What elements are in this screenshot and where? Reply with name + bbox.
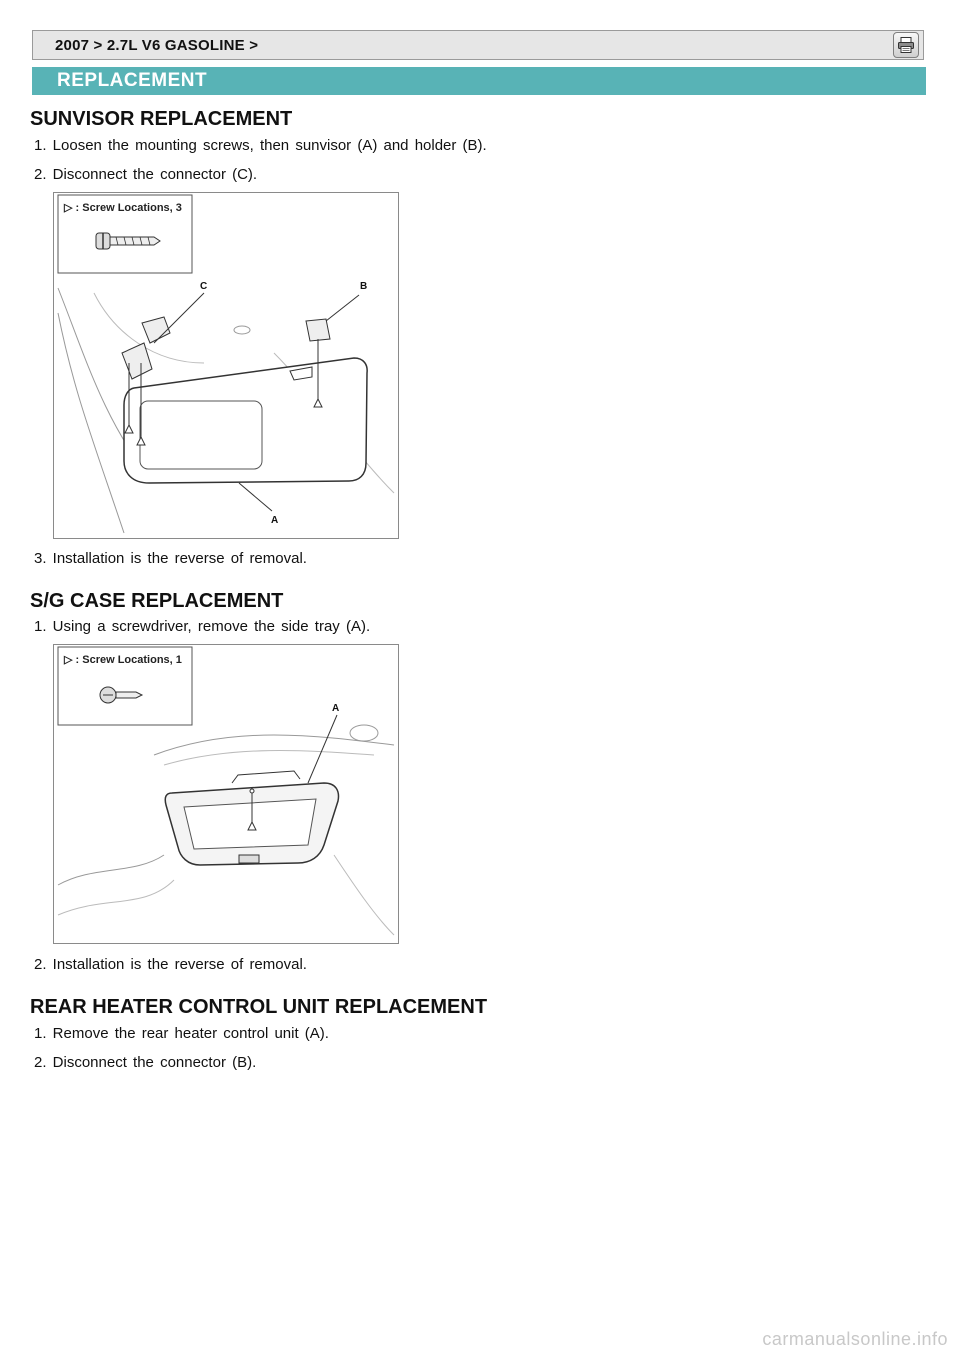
label-a: A — [271, 515, 279, 526]
breadcrumb-text: 2007 > 2.7L V6 GASOLINE > — [55, 37, 259, 54]
figure-legend: ▷ : Screw Locations, 1 — [64, 654, 182, 666]
step-item: 2. Disconnect the connector (B). — [34, 1054, 257, 1071]
section-title-rear-heater: REAR HEATER CONTROL UNIT REPLACEMENT — [30, 996, 488, 1018]
step-item: 1. Loosen the mounting screws, then sunvisor (A) and holder (B). — [34, 137, 487, 154]
watermark: carmanualsonline.info — [762, 1329, 948, 1349]
step-item: 2. Disconnect the connector (C). — [34, 166, 258, 183]
sunvisor-diagram — [54, 193, 398, 538]
printer-icon — [897, 36, 915, 54]
print-button[interactable] — [893, 32, 919, 58]
step-item: 1. Remove the rear heater control unit (A). — [34, 1025, 329, 1042]
step-item: 1. Using a screwdriver, remove the side tray (A). — [34, 618, 371, 635]
breadcrumb — [32, 30, 924, 60]
banner-title: REPLACEMENT — [57, 70, 208, 91]
sg-case-diagram — [54, 645, 398, 943]
label-b: B — [360, 281, 368, 292]
section-title-sg-case: S/G CASE REPLACEMENT — [30, 590, 284, 612]
section-title-sunvisor: SUNVISOR REPLACEMENT — [30, 108, 293, 130]
section-banner — [32, 67, 926, 95]
sunvisor-figure — [53, 192, 399, 539]
label-a: A — [332, 703, 340, 714]
step-item: 3. Installation is the reverse of removal. — [34, 550, 307, 567]
label-c: C — [200, 281, 208, 292]
sg-case-figure — [53, 644, 399, 944]
step-item: 2. Installation is the reverse of removal. — [34, 956, 307, 973]
figure-legend: ▷ : Screw Locations, 3 — [64, 202, 182, 214]
